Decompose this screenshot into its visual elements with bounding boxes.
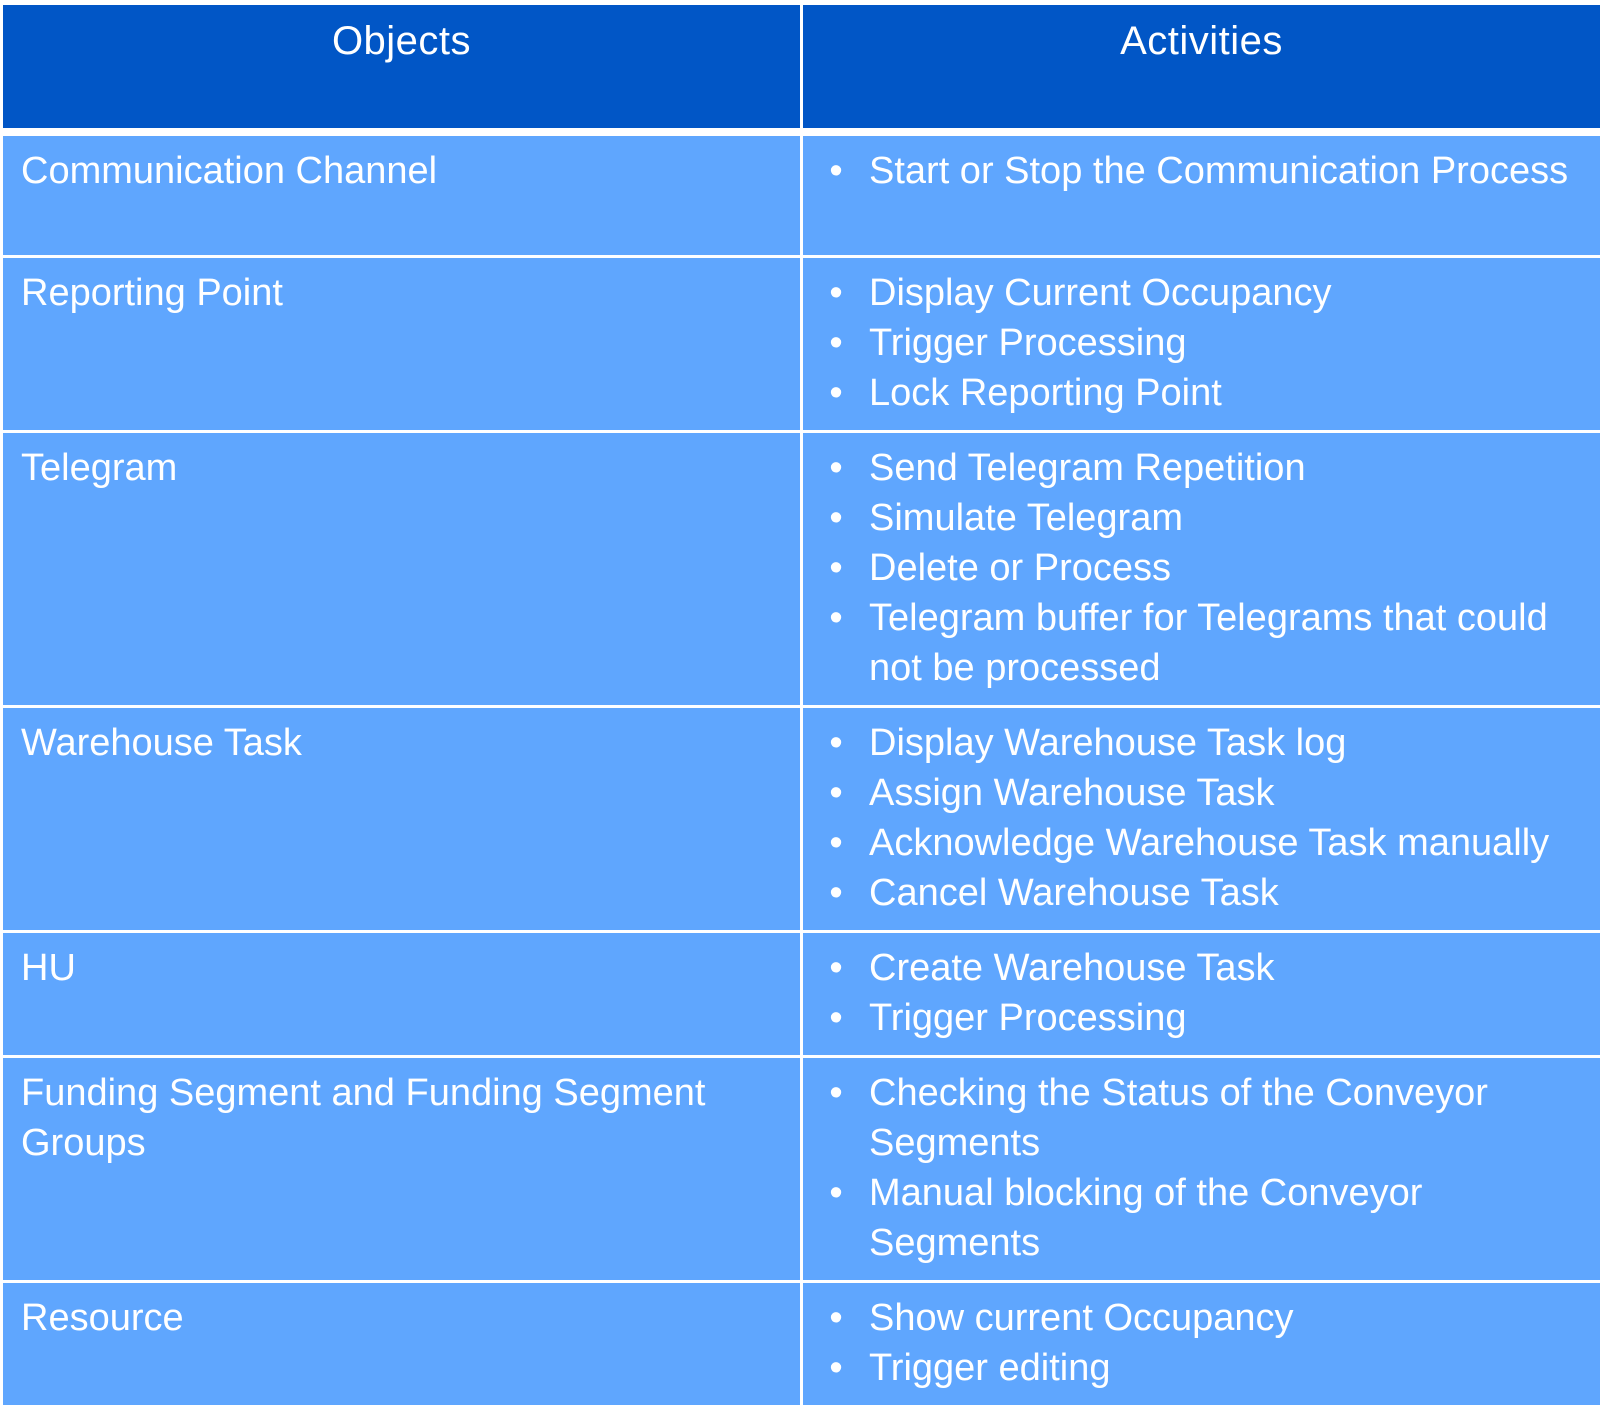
activities-cell bbox=[802, 1282, 1600, 1407]
header-activities: Activities bbox=[802, 4, 1600, 132]
objects-activities-table-container bbox=[0, 2, 1600, 1408]
activity-list bbox=[803, 1293, 1590, 1393]
bullet-icon: • bbox=[821, 718, 851, 768]
object-cell: Telegram bbox=[2, 432, 802, 707]
bullet-icon: • bbox=[821, 146, 851, 196]
bullet-icon: • bbox=[821, 593, 851, 643]
activity-text: Start or Stop the Communication Process bbox=[869, 150, 1568, 192]
activity-list bbox=[803, 1068, 1590, 1268]
activity-item bbox=[803, 443, 1590, 493]
activity-text: Manual blocking of the Conveyor Segments bbox=[869, 1172, 1422, 1264]
table-row bbox=[2, 1282, 1600, 1407]
bullet-icon: • bbox=[821, 443, 851, 493]
activities-cell bbox=[802, 707, 1600, 932]
activity-item bbox=[803, 943, 1590, 993]
activity-text: Trigger Processing bbox=[869, 997, 1187, 1039]
bullet-icon: • bbox=[821, 868, 851, 918]
table-row bbox=[2, 257, 1600, 432]
activity-text: Simulate Telegram bbox=[869, 497, 1183, 539]
activity-text: Send Telegram Repetition bbox=[869, 447, 1306, 489]
bullet-icon: • bbox=[821, 543, 851, 593]
activity-item bbox=[803, 818, 1590, 868]
activity-list bbox=[803, 146, 1590, 196]
activity-text: Show current Occupancy bbox=[869, 1297, 1294, 1339]
table-row bbox=[2, 432, 1600, 707]
activity-item bbox=[803, 1068, 1590, 1168]
activities-cell bbox=[802, 432, 1600, 707]
activities-cell bbox=[802, 932, 1600, 1057]
activity-list bbox=[803, 718, 1590, 918]
table-row bbox=[2, 932, 1600, 1057]
activity-text: Trigger Processing bbox=[869, 322, 1187, 364]
bullet-icon: • bbox=[821, 318, 851, 368]
activity-item bbox=[803, 368, 1590, 418]
activity-item bbox=[803, 318, 1590, 368]
activity-text: Acknowledge Warehouse Task manually bbox=[869, 822, 1549, 864]
objects-activities-table bbox=[0, 2, 1600, 1408]
activity-item bbox=[803, 493, 1590, 543]
activity-text: Trigger editing bbox=[869, 1347, 1111, 1389]
header-row bbox=[2, 4, 1600, 132]
activity-list bbox=[803, 268, 1590, 418]
header-objects: Objects bbox=[2, 4, 802, 132]
activities-cell bbox=[802, 1057, 1600, 1282]
activity-item bbox=[803, 146, 1590, 196]
bullet-icon: • bbox=[821, 768, 851, 818]
activity-item bbox=[803, 718, 1590, 768]
table-row bbox=[2, 132, 1600, 257]
bullet-icon: • bbox=[821, 993, 851, 1043]
activities-cell bbox=[802, 257, 1600, 432]
object-cell: Reporting Point bbox=[2, 257, 802, 432]
object-cell: Resource bbox=[2, 1282, 802, 1407]
object-cell: Warehouse Task bbox=[2, 707, 802, 932]
bullet-icon: • bbox=[821, 1168, 851, 1218]
activity-item bbox=[803, 268, 1590, 318]
activities-cell bbox=[802, 132, 1600, 257]
activity-text: Delete or Process bbox=[869, 547, 1171, 589]
bullet-icon: • bbox=[821, 1343, 851, 1393]
activity-text: Assign Warehouse Task bbox=[869, 772, 1275, 814]
bullet-icon: • bbox=[821, 1293, 851, 1343]
activity-list bbox=[803, 443, 1590, 693]
activity-item bbox=[803, 1293, 1590, 1343]
activity-text: Checking the Status of the Conveyor Segments bbox=[869, 1072, 1488, 1164]
activity-item bbox=[803, 1343, 1590, 1393]
activity-text: Lock Reporting Point bbox=[869, 372, 1222, 414]
activity-text: Display Warehouse Task log bbox=[869, 722, 1346, 764]
activity-text: Cancel Warehouse Task bbox=[869, 872, 1279, 914]
bullet-icon: • bbox=[821, 1068, 851, 1118]
activity-text: Telegram buffer for Telegrams that could not be processed bbox=[869, 597, 1548, 689]
activity-item bbox=[803, 543, 1590, 593]
activity-item bbox=[803, 993, 1590, 1043]
bullet-icon: • bbox=[821, 368, 851, 418]
object-cell: Communication Channel bbox=[2, 132, 802, 257]
bullet-icon: • bbox=[821, 818, 851, 868]
bullet-icon: • bbox=[821, 943, 851, 993]
bullet-icon: • bbox=[821, 493, 851, 543]
object-cell: HU bbox=[2, 932, 802, 1057]
bullet-icon: • bbox=[821, 268, 851, 318]
activity-text: Display Current Occupancy bbox=[869, 272, 1332, 314]
activity-item bbox=[803, 1168, 1590, 1268]
activity-item bbox=[803, 593, 1590, 693]
activity-item bbox=[803, 868, 1590, 918]
object-cell: Funding Segment and Funding Segment Groups bbox=[2, 1057, 802, 1282]
table-row bbox=[2, 1057, 1600, 1282]
table-row bbox=[2, 707, 1600, 932]
activity-item bbox=[803, 768, 1590, 818]
activity-text: Create Warehouse Task bbox=[869, 947, 1275, 989]
activity-list bbox=[803, 943, 1590, 1043]
